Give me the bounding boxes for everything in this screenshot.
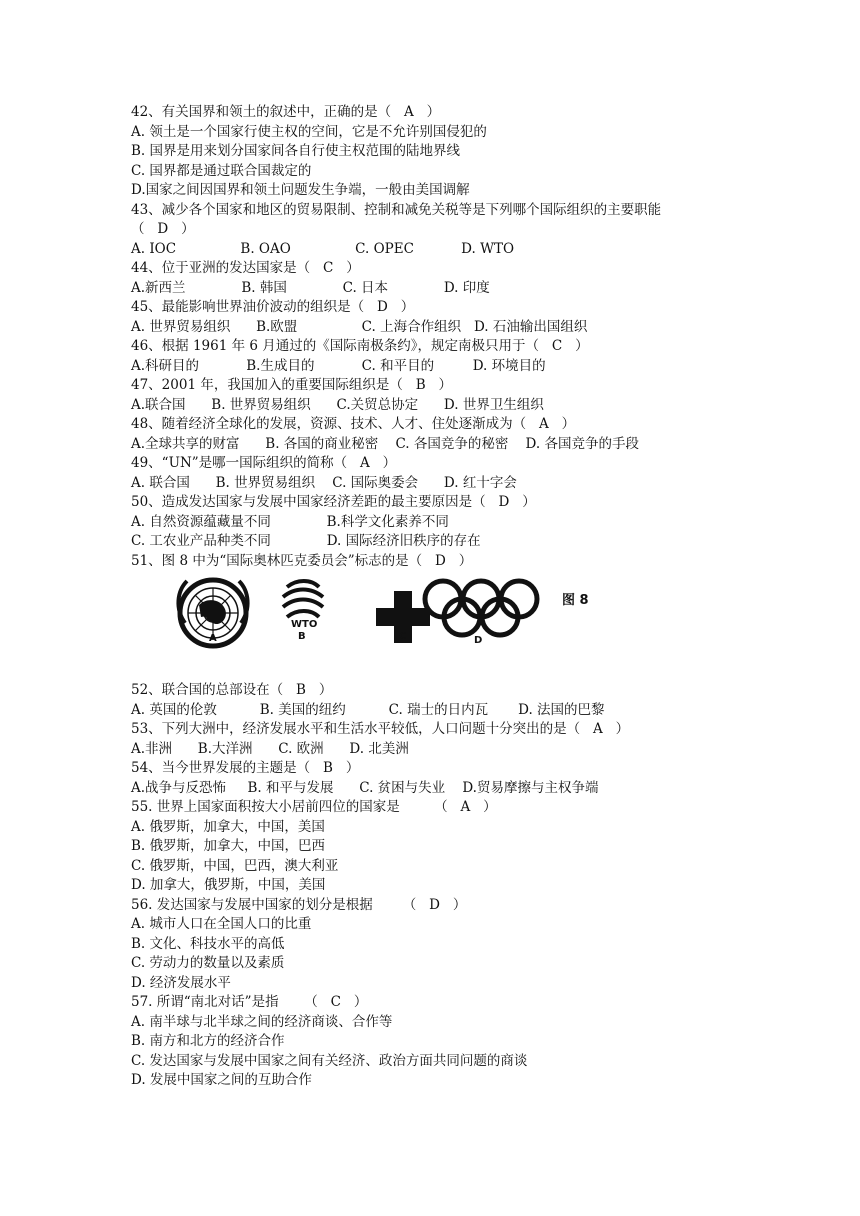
text-line: D. 发展中国家之间的互助合作 [131,1072,312,1088]
text-line: （ D ） [131,221,195,237]
figure-label-d: D [474,635,483,646]
figure-8-logos [131,571,831,681]
text-line: A. 俄罗斯，加拿大，中国，美国 [131,818,325,835]
text-line: 54、当今世界发展的主题是（ B ） [131,760,360,776]
text-line: D. 加拿大，俄罗斯，中国，美国 [131,877,326,893]
text-line: 48、随着经济全球化的发展，资源、技术、人才、住处逐渐成为（ A ） [131,416,576,432]
questions-52-57 [131,681,831,1091]
text-line: A.全球共享的财富 B. 各国的商业秘密 C. 各国竞争的秘密 D. 各国竞争的手段 [131,435,639,452]
text-line: 44、位于亚洲的发达国家是（ C ） [131,260,360,276]
text-line: 50、造成发达国家与发展中国家经济差距的最主要原因是（ D ） [131,494,536,510]
text-line: 49、“UN”是哪一国际组织的简称（ A ） [131,455,397,471]
text-line: C. 工农业产品种类不同 D. 国际经济旧秩序的存在 [131,533,481,549]
text-line: A.联合国 B. 世界贸易组织 C.关贸总协定 D. 世界卫生组织 [131,396,544,413]
figure-8 [131,571,831,681]
text-line: D.国家之间因国界和领土问题发生争端，一般由美国调解 [131,182,470,198]
text-line: A. 世界贸易组织 B.欧盟 C. 上海合作组织 D. 石油输出国组织 [131,318,588,335]
text-line: 47、2001 年，我国加入的重要国际组织是（ B ） [131,377,452,393]
text-line: A.科研目的 B.生成目的 C. 和平目的 D. 环境目的 [131,357,546,374]
text-line: 57. 所谓“南北对话”是指 （ C ） [131,994,368,1010]
text-line: A.战争与反恐怖 B. 和平与发展 C. 贫困与失业 D.贸易摩擦与主权争端 [131,779,599,796]
text-line: 46、根据 1961 年 6 月通过的《国际南极条约》，规定南极只用于（ C ） [131,338,589,354]
figure-label-c: C [399,631,407,642]
text-line: 53、下列大洲中，经济发展水平和生活水平较低，人口问题十分突出的是（ A ） [131,721,630,737]
text-line: A. 自然资源蕴藏量不同 B.科学文化素养不同 [131,513,449,530]
text-line: A. 城市人口在全国人口的比重 [131,916,312,932]
text-line: A.新西兰 B. 韩国 C. 日本 D. 印度 [131,279,490,296]
question-text-block [131,103,831,1091]
text-line: A. 英国的伦敦 B. 美国的纽约 C. 瑞士的日内瓦 D. 法国的巴黎 [131,701,605,718]
text-line: 45、最能影响世界油价波动的组织是（ D ） [131,299,415,315]
text-line: B. 文化、科技水平的高低 [131,935,285,952]
figure-label-b: B [298,631,306,642]
figure-label-a: A [209,633,217,644]
text-line: 56. 发达国家与发展中国家的划分是根据 （ D ） [131,896,467,913]
text-line: C. 俄罗斯，中国，巴西，澳大利亚 [131,857,339,874]
text-line: C. 劳动力的数量以及素质 [131,955,285,971]
text-line: 51、图 8 中为“国际奥林匹克委员会”标志的是（ D ） [131,552,473,569]
text-line: A. 南半球与北半球之间的经济商谈、合作等 [131,1013,393,1030]
text-line: 55. 世界上国家面积按大小居前四位的国家是 （ A ） [131,799,497,815]
text-line: B. 国界是用来划分国家间各自行使主权范围的陆地界线 [131,143,461,159]
text-line: C. 发达国家与发展中国家之间有关经济、政治方面共同问题的商谈 [131,1052,528,1069]
figure-title: 图 8 [562,593,589,608]
text-line: A.非洲 B.大洋洲 C. 欧洲 D. 北美洲 [131,740,409,757]
wto-text: WTO [291,619,318,630]
wto-logo-icon [283,581,323,617]
questions-42-51 [131,103,831,571]
olympic-rings-icon [425,581,537,635]
text-line: 43、减少各个国家和地区的贸易限制、控制和减免关税等是下列哪个国际组织的主要职能 [131,201,662,218]
text-line: B. 俄罗斯，加拿大，中国，巴西 [131,838,326,854]
text-line: D. 经济发展水平 [131,974,231,991]
text-line: A. 领土是一个国家行使主权的空间，它是不允许别国侵犯的 [131,123,487,140]
text-line: C. 国界都是通过联合国裁定的 [131,162,312,179]
text-line: 52、联合国的总部设在（ B ） [131,682,333,698]
text-line: A. IOC B. OAO C. OPEC D. WTO [131,240,515,257]
text-line: B. 南方和北方的经济合作 [131,1033,285,1049]
text-line: 42、有关国界和领土的叙述中，正确的是（ A ） [131,104,441,120]
text-line: A. 联合国 B. 世界贸易组织 C. 国际奥委会 D. 红十字会 [131,474,517,491]
